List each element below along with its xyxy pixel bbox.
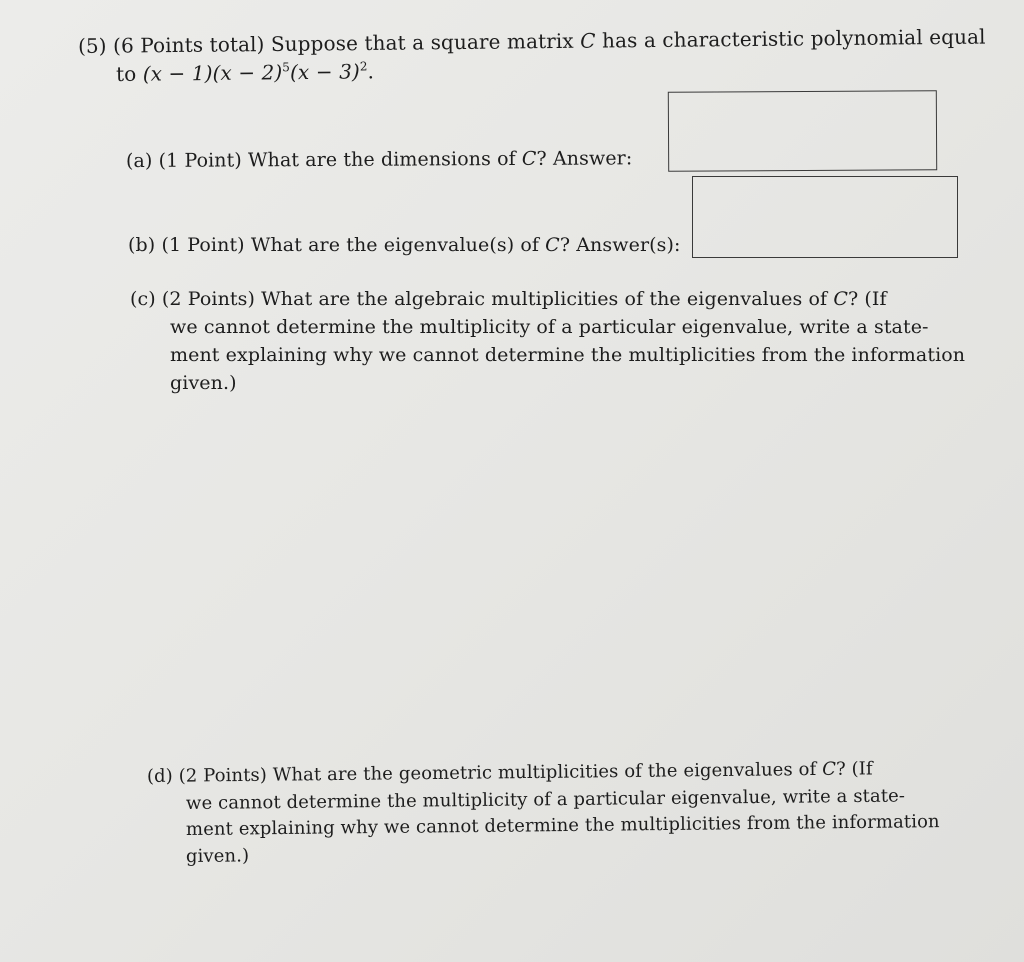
problem-header-line2 — [116, 59, 374, 86]
part-d-line2: we cannot determine the multiplicity of a particular eigenvalue, write a state- — [185, 785, 906, 814]
part-b-points: (1 Point) — [161, 234, 245, 256]
part-a-tail: ? Answer: — [536, 147, 633, 170]
poly-exponent-1: 5 — [282, 60, 291, 75]
part-b-tail: ? Answer(s): — [559, 234, 681, 256]
part-c-text1: What are the algebraic multiplicities of the eigenvalues of — [261, 288, 828, 310]
poly-part-b: (x − 3) — [289, 59, 360, 85]
part-a-points: (1 Point) — [158, 149, 242, 172]
part-a-text: What are the dimensions of — [247, 147, 516, 172]
part-b-var: C — [545, 234, 560, 256]
part-d-line3: ment explaining why we cannot determine the multiplicities from the information — [185, 811, 940, 840]
problem-header-line1 — [78, 24, 986, 58]
part-b-question — [128, 234, 681, 256]
part-b-label: (b) — [128, 234, 156, 256]
poly-part-a: (x − 1)(x − 2) — [142, 60, 283, 86]
part-c-label: (c) — [130, 288, 156, 310]
part-a-var: C — [521, 147, 537, 170]
poly-prefix: to — [115, 61, 137, 86]
part-d-tail: ? (If — [835, 758, 873, 780]
poly-end: . — [367, 59, 375, 84]
part-c-var: C — [833, 288, 848, 310]
part-c-line3: ment explaining why we cannot determine the multiplicities from the information — [170, 344, 966, 366]
part-a-question — [126, 147, 632, 172]
part-d-var: C — [822, 758, 837, 780]
problem-intro-1: Suppose that a square matrix — [270, 28, 574, 56]
part-c-tail: ? (If — [847, 288, 887, 310]
problem-points: (6 Points total) — [112, 32, 265, 58]
answer-box-a[interactable] — [668, 90, 937, 171]
part-b-text: What are the eigenvalue(s) of — [250, 234, 540, 256]
part-c-line1 — [130, 288, 887, 310]
part-d-line4: given.) — [185, 845, 250, 867]
matrix-variable: C — [580, 28, 596, 53]
part-d-points: (2 Points) — [178, 764, 268, 787]
part-d-label: (d) — [146, 765, 173, 787]
poly-exponent-2: 2 — [359, 59, 368, 74]
problem-intro-2: has a characteristic polynomial equal — [601, 24, 986, 53]
part-c-line4: given.) — [170, 372, 237, 394]
problem-number: (5) — [77, 33, 107, 58]
answer-box-b[interactable] — [692, 176, 958, 258]
part-c-points: (2 Points) — [161, 288, 256, 310]
part-d-text1: What are the geometric multiplicities of the eigenvalues of — [272, 758, 817, 786]
part-a-label: (a) — [125, 149, 153, 172]
part-d-line1 — [147, 758, 873, 787]
part-c-line2: we cannot determine the multiplicity of a particular eigenvalue, write a state- — [170, 316, 929, 338]
